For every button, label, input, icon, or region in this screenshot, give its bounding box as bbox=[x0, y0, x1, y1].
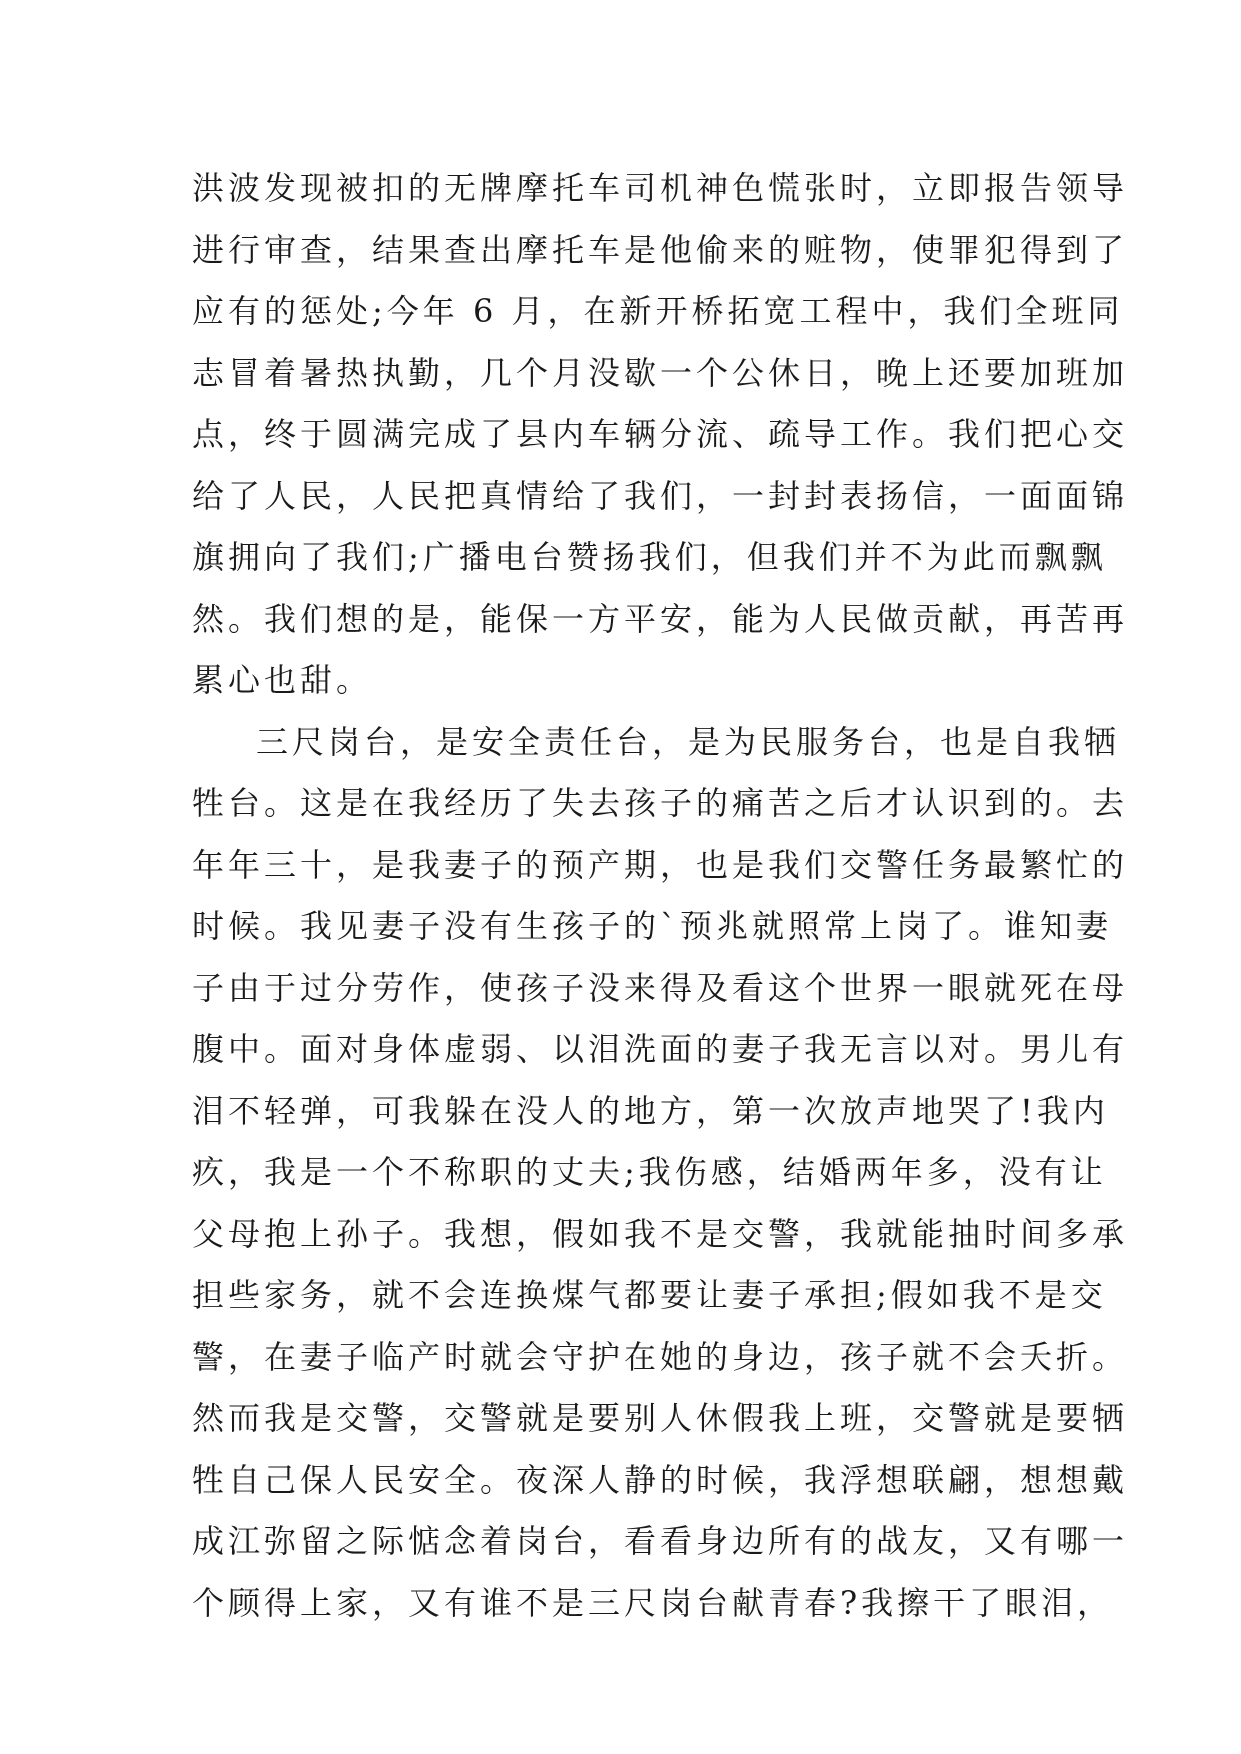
text-line: 年年三十，是我妻子的预产期，也是我们交警任务最繁忙的 bbox=[192, 845, 1129, 884]
text-line: 腹中。面对身体虚弱、以泪洗面的妻子我无言以对。男儿有 bbox=[192, 1030, 1129, 1068]
text-line: 应有的惩处;今年 6 月，在新开桥拓宽工程中，我们全班同 bbox=[192, 292, 1124, 330]
text-line: 成江弥留之际惦念着岗台，看看身边所有的战友，又有哪一 bbox=[192, 1522, 1129, 1560]
text-line: 然而我是交警，交警就是要别人休假我上班，交警就是要牺 bbox=[192, 1399, 1129, 1437]
document-body bbox=[192, 158, 1129, 1634]
text-line: 然。我们想的是，能保一方平安，能为人民做贡献，再苦再 bbox=[192, 599, 1129, 638]
text-line: 牲自己保人民安全。夜深人静的时候，我浮想联翩，想想戴 bbox=[192, 1460, 1129, 1499]
paragraph bbox=[192, 712, 1129, 1635]
text-line: 累心也甜。 bbox=[192, 661, 373, 699]
text-line: 疚，我是一个不称职的丈夫;我伤感，结婚两年多，没有让 bbox=[192, 1153, 1107, 1191]
text-line: 个顾得上家，又有谁不是三尺岗台献青春?我擦干了眼泪， bbox=[192, 1583, 1114, 1622]
text-line: 志冒着暑热执勤，几个月没歇一个公休日，晚上还要加班加 bbox=[192, 353, 1129, 392]
text-line: 担些家务，就不会连换煤气都要让妻子承担;假如我不是交 bbox=[192, 1276, 1107, 1314]
paragraph bbox=[192, 158, 1129, 712]
text-line: 进行审查，结果查出摩托车是他偷来的赃物，使罪犯得到了 bbox=[192, 230, 1129, 269]
text-line: 牲台。这是在我经历了失去孩子的痛苦之后才认识到的。去 bbox=[192, 784, 1129, 822]
text-line: 警，在妻子临产时就会守护在她的身边，孩子就不会夭折。 bbox=[192, 1337, 1129, 1376]
text-line: 子由于过分劳作，使孩子没来得及看这个世界一眼就死在母 bbox=[192, 968, 1129, 1007]
text-line: 时候。我见妻子没有生孩子的`预兆就照常上岗了。谁知妻 bbox=[192, 907, 1113, 945]
text-line: 给了人民，人民把真情给了我们，一封封表扬信，一面面锦 bbox=[192, 476, 1129, 515]
text-line: 旗拥向了我们;广播电台赞扬我们，但我们并不为此而飘飘 bbox=[192, 538, 1107, 576]
text-line: 洪波发现被扣的无牌摩托车司机神色慌张时，立即报告领导 bbox=[192, 169, 1129, 207]
text-line-first-indented: 三尺岗台，是安全责任台，是为民服务台，也是自我牺 bbox=[256, 722, 1121, 761]
text-line: 父母抱上孙子。我想，假如我不是交警，我就能抽时间多承 bbox=[192, 1214, 1129, 1253]
text-line: 点，终于圆满完成了县内车辆分流、疏导工作。我们把心交 bbox=[192, 415, 1129, 453]
text-line: 泪不轻弹，可我躲在没人的地方，第一次放声地哭了!我内 bbox=[192, 1091, 1109, 1130]
